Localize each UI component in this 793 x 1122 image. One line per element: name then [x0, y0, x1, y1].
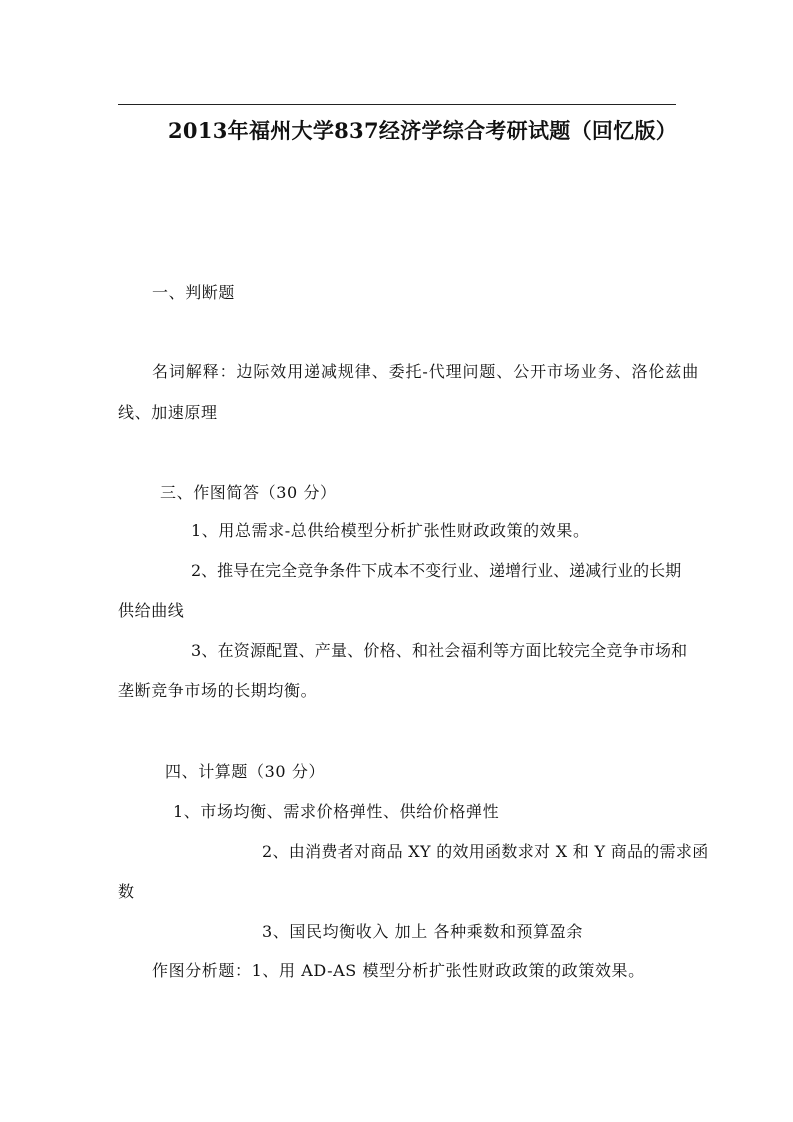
section-1-heading: 一、判断题 — [152, 283, 236, 302]
section-4-heading: 四、计算题（30 分） — [165, 762, 326, 781]
section-3-question-2-line-2: 供给曲线 — [118, 601, 185, 620]
section-4-question-2-line-2: 数 — [118, 882, 135, 901]
header-rule — [118, 104, 676, 105]
section-3-heading: 三、作图简答（30 分） — [160, 483, 337, 502]
section-3-question-2-line-1: 2、推导在完全竞争条件下成本不变行业、递增行业、递减行业的长期 — [191, 561, 682, 580]
terms-line-1: 名词解释：边际效用递减规律、委托-代理问题、公开市场业务、洛伦兹曲 — [152, 362, 700, 381]
section-4-question-2-line-1: 2、由消费者对商品 XY 的效用函数求对 X 和 Y 商品的需求函 — [262, 842, 709, 861]
document-title: 2013年福州大学837经济学综合考研试题（回忆版） — [168, 118, 678, 143]
section-3-question-1: 1、用总需求-总供给模型分析扩张性财政政策的效果。 — [191, 521, 590, 540]
analysis-question: 作图分析题：1、用 AD-AS 模型分析扩张性财政政策的政策效果。 — [152, 961, 645, 980]
section-4-question-1: 1、市场均衡、需求价格弹性、供给价格弹性 — [173, 802, 500, 821]
section-3-question-3-line-2: 垄断竞争市场的长期均衡。 — [118, 681, 318, 700]
section-4-question-3: 3、国民均衡收入 加上 各种乘数和预算盈余 — [262, 922, 583, 941]
section-3-question-3-line-1: 3、在资源配置、产量、价格、和社会福利等方面比较完全竞争市场和 — [191, 641, 688, 660]
terms-line-2: 线、加速原理 — [118, 403, 218, 422]
